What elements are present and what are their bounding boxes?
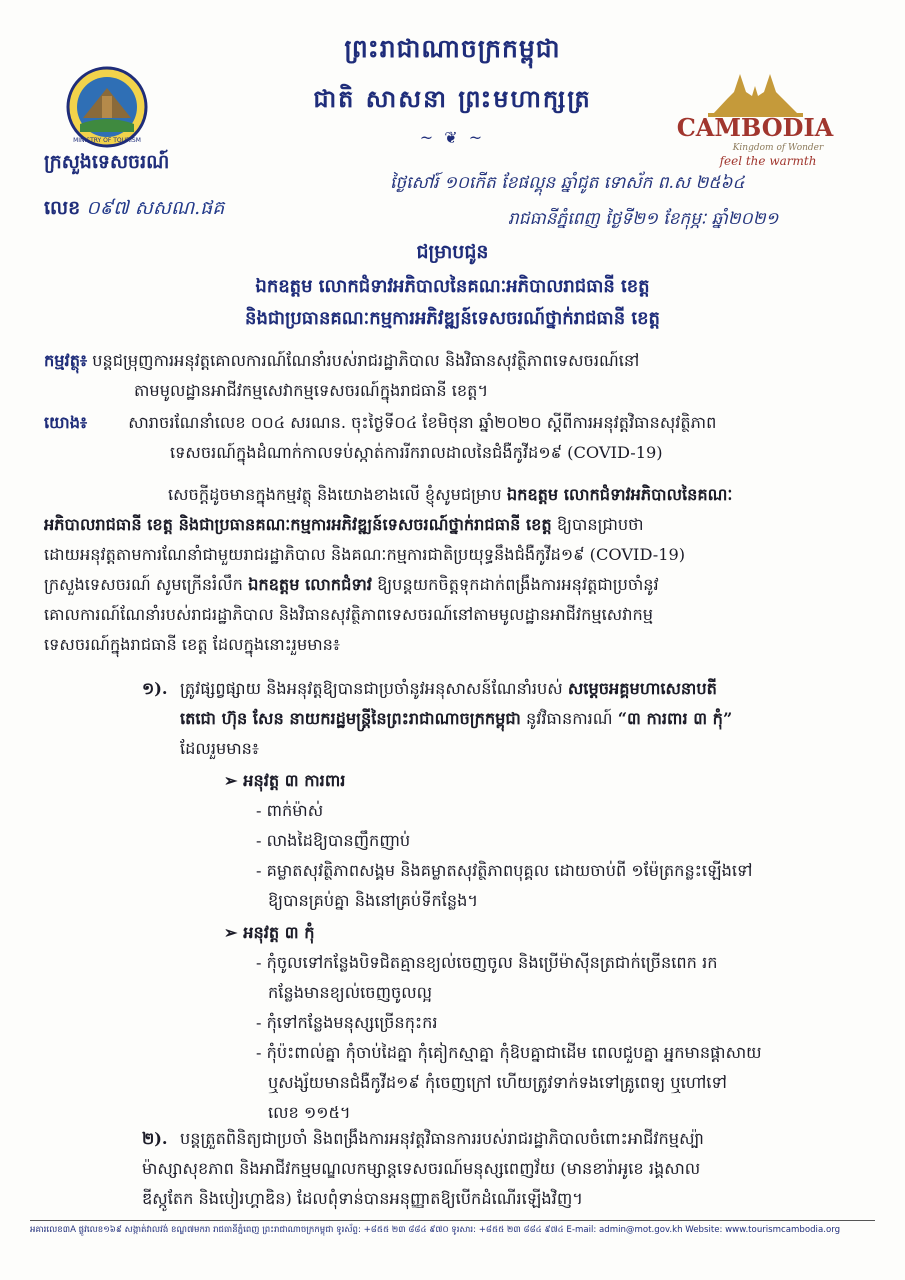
body-line-6: ទេសចរណ៍ក្នុងរាជធានី ខេត្ត ដែលក្នុងនោះរួមមាន៖: [44, 634, 341, 654]
body-line-4-bold: ឯកឧត្តម លោកជំទាវ: [248, 574, 372, 594]
bullet-1-sub-3-cont: ឱ្យបានគ្រប់គ្នា និងនៅគ្រប់ទីកន្លែង។: [268, 890, 479, 910]
bullet-group-2: [224, 918, 864, 1128]
cambodia-brand-logo: [668, 66, 843, 176]
salutation: ជម្រាបជូន: [416, 241, 489, 263]
brand-name: CAMBODIA: [676, 113, 834, 142]
body-paragraph: [44, 480, 869, 660]
bullet-2-sub-3-end: លេខ ១១៥។: [268, 1102, 351, 1122]
item-1-line-1: ត្រូវផ្សព្វផ្សាយ និងអនុវត្តឱ្យបានជាប្រចាំនូវអនុសាសន៍ណែនាំរបស់: [180, 679, 563, 698]
item-2-number: ២).: [142, 1129, 168, 1148]
item-1-line-1-bold: សម្តេចអគ្គមហាសេនាបតី: [567, 679, 717, 698]
ref-label: លេខ: [44, 197, 81, 219]
bullet-group-1: [224, 766, 864, 916]
brand-tagline: Kingdom of Wonder: [732, 143, 824, 153]
bullet-2-sub-3: - កុំប៉ះពាល់គ្នា កុំចាប់ដៃគ្នា កុំគៀកស្មាគ្នា កុំឱបគ្នាជាដើម ពេលជួបគ្នា អ្នកមានផ្តាសាយ: [256, 1042, 762, 1062]
footer-contact: អគារលេខ៣A ផ្លូវលេខ១៦៩ សង្កាត់វាលវង់ ខណ្ឌ៧មករា រាជធានីភ្នំពេញ ព្រះរាជាណាចក្រកម្ពុជា ទូរស័ព្ទ: +៨៥៥ ២៣ ៨៨៤ ៩៧០ ទូរសារ: +៨៥៥ ២៣ ៨៨៤ ៩៧៤ E-mail: admin@mot.gov.kh Website: www.tourismcambodia.org: [30, 1220, 875, 1237]
reference-block: [44, 408, 874, 468]
bullet-2-heading: ➢ អនុវត្ត ៣ កុំ: [224, 923, 315, 942]
body-line-3: ដោយអនុវត្តតាមការណែនាំជាមួយរាជរដ្ឋាភិបាល និងគណៈកម្មការជាតិប្រយុទ្ធនឹងជំងឺកូវីដ១៩ (COVID-19): [44, 544, 686, 564]
bullet-2-sub-3-cont: ឬសង្ស័យមានជំងឺកូវីដ១៩ កុំចេញក្រៅ ហើយត្រូវទាក់ទងទៅគ្រូពេទ្យ ឬហៅទៅ: [268, 1072, 727, 1092]
bullet-1-heading: ➢ អនុវត្ត ៣ ការពារ: [224, 771, 346, 790]
bullet-1-sub-1: - ពាក់ម៉ាស់: [256, 800, 324, 820]
body-line-4a: ក្រសួងទេសចរណ៍ សូមក្រើនរំលឹក: [44, 574, 243, 594]
item-1-line-3: ដែលរួមមាន៖: [180, 738, 260, 758]
item-1-number: ១).: [142, 679, 168, 698]
reference-label: យោង៖: [44, 413, 88, 432]
reference-line-1: សារាចរណែនាំលេខ ០០៤ សរណន. ចុះថ្ងៃទី០៤ ខែមិថុនា ឆ្នាំ២០២០ ស្តីពីការអនុវត្តវិធានសុវត្ថិភាព: [128, 413, 717, 432]
item-2-line-3: ឌីស្កូតែក និងបៀរហ្គាឌិន) ដែលពុំទាន់បានអនុញ្ញាតឱ្យបើកដំណើរឡើងវិញ។: [142, 1188, 583, 1208]
ministry-logo-text: MINISTRY OF TOURISM: [73, 137, 141, 144]
body-line-5: គោលការណ៍ណែនាំរបស់រាជរដ្ឋាភិបាល និងវិធានសុវត្ថិភាពទេសចរណ៍នៅតាមមូលដ្ឋានអាជីវកម្មសេវាកម្ម: [44, 604, 654, 624]
national-motto: ជាតិ សាសនា ព្រះមហាក្សត្រ: [313, 84, 592, 113]
bullet-2-sub-1-cont: កន្លែងមានខ្យល់ចេញចូលល្អ: [268, 982, 433, 1002]
subject-line-2: តាមមូលដ្ឋានអាជីវកម្មសេវាកម្មទេសចរណ៍ក្នុងរាជធានី ខេត្ត។: [134, 380, 489, 400]
date-lunar: ថ្ងៃសៅរ៍ ១០កើត ខែផល្គុន ឆ្នាំជូត ទោស័ក ព.ស ២៥៦៤: [390, 173, 745, 193]
reference-number: [44, 196, 224, 224]
addressee-line-2: និងជាប្រធានគណៈកម្មការអភិវឌ្ឍន៍ទេសចរណ៍ថ្នាក់រាជធានី ខេត្ត: [245, 308, 660, 329]
ministry-logo: [66, 66, 148, 148]
bullet-1-sub-3: - គម្លាតសុវត្ថិភាពសង្គម និងគម្លាតសុវត្ថិភាពបុគ្គល ដោយចាប់ពី ១ម៉ែត្រកន្លះឡើងទៅ: [256, 860, 753, 880]
ref-number-value: ០៩៧ សសណ.ផគ: [86, 197, 225, 219]
item-2-line-1: បន្តត្រួតពិនិត្យជាប្រចាំ និងពង្រឹងការអនុវត្តវិធានការរបស់រាជរដ្ឋាភិបាលចំពោះអាជីវកម្មស្ប៉ា: [180, 1129, 705, 1148]
list-item-2: [142, 1124, 872, 1214]
ministry-name: ក្រសួងទេសចរណ៍: [44, 151, 170, 173]
body-line-1: សេចក្តីដូចមានក្នុងកម្មវត្ថុ និងយោងខាងលើ ខ្ញុំសូមជម្រាប: [168, 485, 502, 504]
reference-line-2: ទេសចរណ៍ក្នុងដំណាក់កាលទប់ស្កាត់ការរីករាលដាលនៃជំងឺកូវីដ១៩ (COVID-19): [170, 442, 663, 462]
bullet-2-sub-1: - កុំចូលទៅកន្លែងបិទជិតគ្មានខ្យល់ចេញចូល និងប្រើម៉ាស៊ីនត្រជាក់ច្រើនពេក រក: [256, 952, 718, 972]
brand-slogan: feel the warmth: [719, 154, 817, 168]
item-1-line-2: នូវវិធានការណ៍: [525, 708, 613, 728]
kingdom-heading: ព្រះរាជាណាចក្រកម្ពុជា: [344, 34, 561, 63]
subject-line-1: បន្តជម្រុញការអនុវត្តគោលការណ៍ណែនាំរបស់រាជរដ្ឋាភិបាល និងវិធានសុវត្ថិភាពទេសចរណ៍នៅ: [92, 351, 640, 370]
bullet-2-sub-2: - កុំទៅកន្លែងមនុស្សច្រើនកុះករ: [256, 1012, 438, 1032]
ornament-divider: ~ ❦ ~: [419, 128, 486, 147]
item-1-line-2-bold: តេជោ ហ៊ុន សែន នាយករដ្ឋមន្ត្រីនៃព្រះរាជាណាចក្រកម្ពុជា: [180, 708, 521, 728]
subject-block: [44, 346, 874, 406]
body-line-2: ឱ្យបានជ្រាបថា: [556, 514, 644, 534]
item-2-line-2: ម៉ាស្សាសុខភាព និងអាជីវកម្មមណ្ឌលកម្សាន្តទេសចរណ៍មនុស្សពេញវ័យ (មានខារ៉ាអូខេ រង្គសាល: [142, 1158, 701, 1178]
body-line-4b: ឱ្យបន្តយកចិត្តទុកដាក់ពង្រឹងការអនុវត្តជាប្រចាំនូវ: [377, 574, 659, 594]
addressee-line-1: ឯកឧត្តម លោកជំទាវអភិបាលនៃគណៈអភិបាលរាជធានី ខេត្ត: [255, 276, 650, 297]
list-item-1: [142, 674, 872, 764]
bullet-1-sub-2: - លាងដៃឱ្យបានញឹកញាប់: [256, 830, 411, 850]
body-line-2-bold: អភិបាលរាជធានី ខេត្ត និងជាប្រធានគណៈកម្មការអភិវឌ្ឍន៍ទេសចរណ៍ថ្នាក់រាជធានី ខេត្ត: [44, 514, 552, 534]
date-solar: រាជធានីភ្នំពេញ ថ្ងៃទី២១ ខែកុម្ភៈ ឆ្នាំ២០២១: [508, 209, 779, 229]
body-line-1-bold: ឯកឧត្តម លោកជំទាវអភិបាលនៃគណៈ: [506, 485, 733, 504]
item-1-quote: “៣ ការពារ ៣ កុំ”: [617, 708, 733, 728]
subject-label: កម្មវត្ថុ៖: [44, 351, 88, 370]
